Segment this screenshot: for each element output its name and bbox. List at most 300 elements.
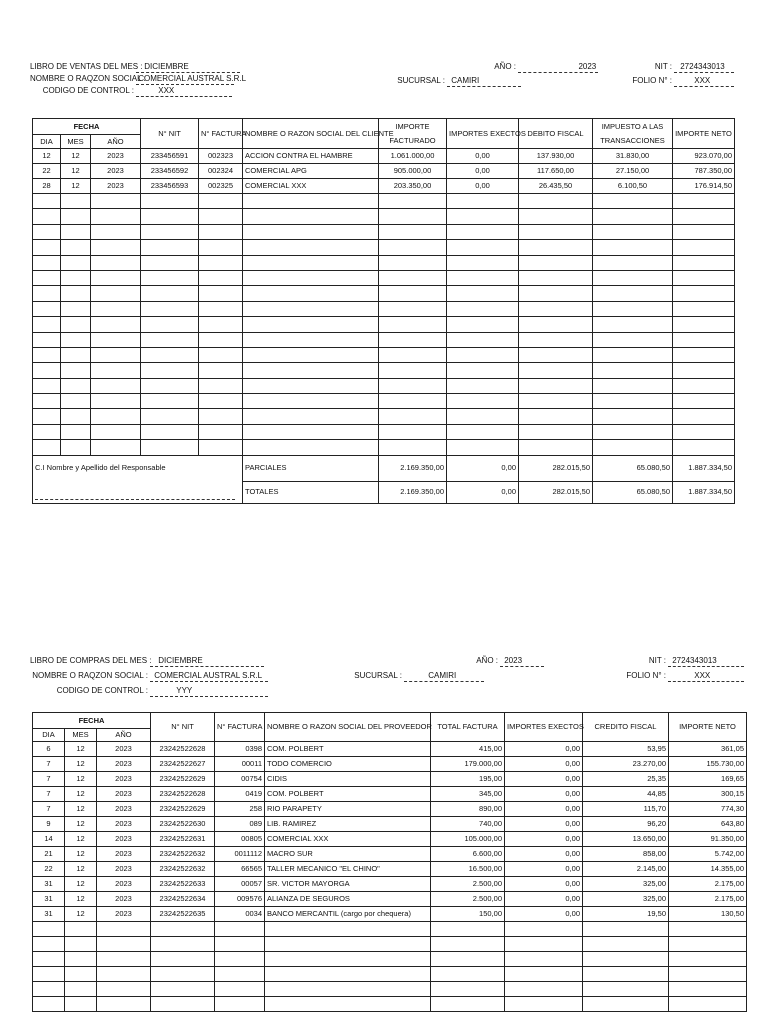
empty-cell xyxy=(91,347,141,362)
sales-dia-cell: 12 xyxy=(33,149,61,164)
purchases-dia-cell: 31 xyxy=(33,892,65,907)
empty-cell xyxy=(91,301,141,316)
empty-cell xyxy=(583,952,669,967)
purchases-nombre-cell: CIDIS xyxy=(265,772,431,787)
purchases-factura-cell: 00754 xyxy=(215,772,265,787)
purchases-nit-cell: 23242522631 xyxy=(151,832,215,847)
purchases-dia-cell: 14 xyxy=(33,832,65,847)
purchases-dia-cell: 21 xyxy=(33,847,65,862)
empty-cell xyxy=(673,424,735,439)
empty-cell xyxy=(141,209,199,224)
empty-cell xyxy=(505,967,583,982)
purchases-nombre-cell: SR. VICTOR MAYORGA xyxy=(265,877,431,892)
empty-cell xyxy=(61,317,91,332)
empty-cell xyxy=(505,982,583,997)
purchases-anio-cell: 2023 xyxy=(97,832,151,847)
purchases-anio-cell: 2023 xyxy=(97,877,151,892)
purchases-nombre-value: COMERCIAL AUSTRAL S.R.L xyxy=(150,671,268,682)
empty-cell xyxy=(265,982,431,997)
empty-cell xyxy=(593,409,673,424)
empty-cell xyxy=(447,332,519,347)
empty-cell xyxy=(379,409,447,424)
empty-row xyxy=(33,952,747,967)
table-row xyxy=(33,817,747,832)
empty-cell xyxy=(593,240,673,255)
empty-cell xyxy=(199,194,243,209)
purchases-mes-header: MES xyxy=(65,729,97,742)
empty-cell xyxy=(519,394,593,409)
empty-cell xyxy=(151,997,215,1012)
sales-mes-header: MES xyxy=(61,135,91,149)
empty-cell xyxy=(65,937,97,952)
purchases-anio-value: 2023 xyxy=(500,656,544,667)
purchases-total-cell: 16.500,00 xyxy=(431,862,505,877)
empty-cell xyxy=(519,317,593,332)
empty-cell xyxy=(265,997,431,1012)
purchases-sucursal-label: SUCURSAL : xyxy=(354,671,402,680)
empty-cell xyxy=(151,937,215,952)
empty-cell xyxy=(447,301,519,316)
sales-nit-header: N° NIT xyxy=(141,119,199,149)
empty-cell xyxy=(519,255,593,270)
empty-row xyxy=(33,378,735,393)
sales-totales-debito: 282.015,50 xyxy=(519,481,593,503)
empty-cell xyxy=(505,952,583,967)
empty-row xyxy=(33,394,735,409)
empty-row xyxy=(33,997,747,1012)
purchases-exentos-cell: 0,00 xyxy=(505,757,583,772)
empty-cell xyxy=(583,937,669,952)
empty-cell xyxy=(593,255,673,270)
empty-cell xyxy=(65,952,97,967)
purchases-credito-cell: 19,50 xyxy=(583,907,669,922)
empty-cell xyxy=(673,240,735,255)
table-row xyxy=(33,832,747,847)
empty-cell xyxy=(91,286,141,301)
purchases-neto-cell: 300,15 xyxy=(669,787,747,802)
empty-cell xyxy=(379,378,447,393)
purchases-codigo-label: CODIGO DE CONTROL : xyxy=(56,686,148,695)
purchases-mes-cell: 12 xyxy=(65,787,97,802)
purchases-nombre-cell: COM. POLBERT xyxy=(265,742,431,757)
purchases-nit-line xyxy=(600,656,744,667)
purchases-anio-cell: 2023 xyxy=(97,772,151,787)
purchases-nit-value: 2724343013 xyxy=(668,656,744,667)
empty-cell xyxy=(141,301,199,316)
empty-cell xyxy=(91,224,141,239)
empty-cell xyxy=(673,409,735,424)
empty-cell xyxy=(379,224,447,239)
empty-cell xyxy=(141,424,199,439)
purchases-factura-cell: 00057 xyxy=(215,877,265,892)
sales-totales-neto: 1.887.334,50 xyxy=(673,481,735,503)
empty-cell xyxy=(199,347,243,362)
purchases-total-cell: 890,00 xyxy=(431,802,505,817)
purchases-neto-cell: 2.175,00 xyxy=(669,877,747,892)
empty-cell xyxy=(61,240,91,255)
empty-cell xyxy=(519,424,593,439)
empty-cell xyxy=(593,194,673,209)
sales-blank-rows xyxy=(33,194,735,456)
purchases-neto-cell: 774,30 xyxy=(669,802,747,817)
purchases-table xyxy=(32,712,747,1012)
sales-anio-cell: 2023 xyxy=(91,164,141,179)
empty-cell xyxy=(61,363,91,378)
table-row xyxy=(33,892,747,907)
sales-nombre-label: NOMBRE O RAQZON SOCIAL : xyxy=(30,74,146,83)
empty-cell xyxy=(61,255,91,270)
purchases-nombre-cell: TALLER MECANICO "EL CHINO" xyxy=(265,862,431,877)
sales-parciales-exentos: 0,00 xyxy=(447,455,519,481)
empty-cell xyxy=(33,332,61,347)
empty-cell xyxy=(669,967,747,982)
purchases-anio-line xyxy=(452,656,544,667)
empty-cell xyxy=(379,347,447,362)
empty-cell xyxy=(583,982,669,997)
purchases-sucursal-value: CAMIRI xyxy=(404,671,484,682)
purchases-mes-cell: 12 xyxy=(65,877,97,892)
empty-cell xyxy=(91,424,141,439)
sales-importe-cell: 203.350,00 xyxy=(379,179,447,194)
empty-cell xyxy=(33,997,65,1012)
purchases-exentos-cell: 0,00 xyxy=(505,832,583,847)
purchases-nombre-header: NOMBRE O RAZON SOCIAL DEL PROVEEDOR xyxy=(265,713,431,742)
sales-factura-cell: 002323 xyxy=(199,149,243,164)
sales-nit-label: NIT : xyxy=(654,62,672,71)
purchases-credito-cell: 44,85 xyxy=(583,787,669,802)
purchases-factura-cell: 66565 xyxy=(215,862,265,877)
purchases-factura-cell: 009576 xyxy=(215,892,265,907)
empty-cell xyxy=(379,194,447,209)
empty-cell xyxy=(673,440,735,455)
purchases-exentos-header: IMPORTES EXECTOS xyxy=(505,713,583,742)
purchases-anio-cell: 2023 xyxy=(97,892,151,907)
purchases-neto-cell: 169,65 xyxy=(669,772,747,787)
sales-totales-impuesto: 65.080,50 xyxy=(593,481,673,503)
empty-cell xyxy=(151,952,215,967)
empty-cell xyxy=(199,255,243,270)
purchases-nombre-cell: ALIANZA DE SEGUROS xyxy=(265,892,431,907)
purchases-codigo-value: YYY xyxy=(150,686,268,697)
empty-row xyxy=(33,270,735,285)
sales-nit-value: 2724343013 xyxy=(674,62,734,73)
sales-importe-header-2: FACTURADO xyxy=(379,135,447,149)
sales-importe-header-1: IMPORTE xyxy=(379,119,447,135)
purchases-exentos-cell: 0,00 xyxy=(505,787,583,802)
sales-fecha-header: FECHA xyxy=(33,119,141,135)
purchases-mes-cell: 12 xyxy=(65,772,97,787)
purchases-nit-cell: 23242522628 xyxy=(151,742,215,757)
sales-mes-cell: 12 xyxy=(61,179,91,194)
empty-cell xyxy=(141,240,199,255)
empty-cell xyxy=(199,224,243,239)
empty-cell xyxy=(199,270,243,285)
empty-cell xyxy=(593,332,673,347)
purchases-libro-value: DICIEMBRE xyxy=(150,656,264,667)
empty-cell xyxy=(379,332,447,347)
purchases-nit-cell: 23242522630 xyxy=(151,817,215,832)
purchases-dia-cell: 7 xyxy=(33,787,65,802)
sales-impuesto-header-2: TRANSACCIONES xyxy=(593,135,673,149)
purchases-credito-cell: 858,00 xyxy=(583,847,669,862)
empty-cell xyxy=(33,224,61,239)
purchases-factura-cell: 258 xyxy=(215,802,265,817)
purchases-credito-cell: 115,70 xyxy=(583,802,669,817)
empty-cell xyxy=(65,967,97,982)
empty-cell xyxy=(431,952,505,967)
purchases-mes-cell: 12 xyxy=(65,907,97,922)
sales-impuesto-header-1: IMPUESTO A LAS xyxy=(593,119,673,135)
purchases-mes-cell: 12 xyxy=(65,847,97,862)
sales-libro-line xyxy=(30,62,240,73)
empty-cell xyxy=(519,440,593,455)
sales-debito-cell: 26.435,50 xyxy=(519,179,593,194)
purchases-exentos-cell: 0,00 xyxy=(505,877,583,892)
empty-cell xyxy=(61,286,91,301)
empty-cell xyxy=(519,224,593,239)
empty-cell xyxy=(431,982,505,997)
empty-cell xyxy=(61,332,91,347)
table-row xyxy=(33,164,735,179)
purchases-exentos-cell: 0,00 xyxy=(505,772,583,787)
empty-cell xyxy=(243,317,379,332)
empty-cell xyxy=(593,363,673,378)
empty-cell xyxy=(519,286,593,301)
sales-sucursal-line xyxy=(395,76,521,87)
purchases-dia-cell: 31 xyxy=(33,877,65,892)
sales-nombre-header: NOMBRE O RAZON SOCIAL DEL CLIENTE xyxy=(243,119,379,149)
empty-cell xyxy=(593,317,673,332)
empty-cell xyxy=(91,378,141,393)
purchases-exentos-cell: 0,00 xyxy=(505,802,583,817)
sales-mes-cell: 12 xyxy=(61,149,91,164)
sales-codigo-line xyxy=(30,86,232,97)
sales-factura-cell: 002324 xyxy=(199,164,243,179)
sales-nit-line xyxy=(610,62,734,73)
empty-cell xyxy=(97,982,151,997)
purchases-anio-cell: 2023 xyxy=(97,862,151,877)
purchases-total-cell: 150,00 xyxy=(431,907,505,922)
sales-exentos-cell: 0,00 xyxy=(447,179,519,194)
purchases-factura-header: N° FACTURA xyxy=(215,713,265,742)
sales-nombre-cell: COMERCIAL XXX xyxy=(243,179,379,194)
empty-cell xyxy=(33,270,61,285)
purchases-fecha-header: FECHA xyxy=(33,713,151,729)
sales-neto-cell: 923.070,00 xyxy=(673,149,735,164)
sales-codigo-value: XXX xyxy=(136,86,232,97)
empty-row xyxy=(33,240,735,255)
purchases-neto-header: IMPORTE NETO xyxy=(669,713,747,742)
purchases-credito-cell: 23.270,00 xyxy=(583,757,669,772)
empty-row xyxy=(33,347,735,362)
empty-cell xyxy=(593,286,673,301)
sales-totales-importe: 2.169.350,00 xyxy=(379,481,447,503)
sales-parciales-debito: 282.015,50 xyxy=(519,455,593,481)
empty-cell xyxy=(33,440,61,455)
table-row xyxy=(33,802,747,817)
purchases-neto-cell: 91.350,00 xyxy=(669,832,747,847)
purchases-nombre-cell: BANCO MERCANTIL (cargo por chequera) xyxy=(265,907,431,922)
purchases-credito-cell: 325,00 xyxy=(583,892,669,907)
empty-cell xyxy=(447,224,519,239)
purchases-neto-cell: 361,05 xyxy=(669,742,747,757)
empty-cell xyxy=(669,997,747,1012)
empty-cell xyxy=(33,394,61,409)
empty-cell xyxy=(243,440,379,455)
empty-cell xyxy=(519,301,593,316)
purchases-total-cell: 345,00 xyxy=(431,787,505,802)
purchases-anio-cell: 2023 xyxy=(97,847,151,862)
empty-cell xyxy=(33,937,65,952)
empty-cell xyxy=(61,394,91,409)
sales-parciales-neto: 1.887.334,50 xyxy=(673,455,735,481)
empty-cell xyxy=(91,440,141,455)
purchases-mes-cell: 12 xyxy=(65,802,97,817)
purchases-total-cell: 2.500,00 xyxy=(431,892,505,907)
purchases-anio-cell: 2023 xyxy=(97,787,151,802)
empty-cell xyxy=(33,378,61,393)
sales-anio-header: AÑO xyxy=(91,135,141,149)
purchases-nit-cell: 23242522634 xyxy=(151,892,215,907)
empty-row xyxy=(33,440,735,455)
purchases-factura-cell: 0034 xyxy=(215,907,265,922)
empty-cell xyxy=(141,440,199,455)
empty-cell xyxy=(243,194,379,209)
empty-cell xyxy=(97,952,151,967)
empty-row xyxy=(33,209,735,224)
empty-cell xyxy=(199,301,243,316)
empty-cell xyxy=(673,332,735,347)
purchases-exentos-cell: 0,00 xyxy=(505,817,583,832)
empty-cell xyxy=(673,224,735,239)
purchases-blank-rows xyxy=(33,922,747,1012)
purchases-neto-cell: 155.730,00 xyxy=(669,757,747,772)
empty-cell xyxy=(583,967,669,982)
empty-cell xyxy=(33,240,61,255)
empty-cell xyxy=(91,209,141,224)
empty-cell xyxy=(243,409,379,424)
empty-cell xyxy=(141,286,199,301)
empty-cell xyxy=(519,347,593,362)
empty-cell xyxy=(33,952,65,967)
empty-cell xyxy=(447,394,519,409)
purchases-anio-cell: 2023 xyxy=(97,817,151,832)
sales-factura-cell: 002325 xyxy=(199,179,243,194)
empty-row xyxy=(33,363,735,378)
empty-cell xyxy=(379,255,447,270)
empty-cell xyxy=(505,997,583,1012)
purchases-credito-cell: 53,95 xyxy=(583,742,669,757)
empty-cell xyxy=(379,209,447,224)
purchases-anio-cell: 2023 xyxy=(97,802,151,817)
purchases-nit-cell: 23242522632 xyxy=(151,862,215,877)
sales-impuesto-cell: 6.100,50 xyxy=(593,179,673,194)
sales-totales-exentos: 0,00 xyxy=(447,481,519,503)
sales-folio-label: FOLIO N° : xyxy=(632,76,672,85)
purchases-total-cell: 195,00 xyxy=(431,772,505,787)
empty-row xyxy=(33,194,735,209)
purchases-dia-cell: 6 xyxy=(33,742,65,757)
sales-dia-cell: 28 xyxy=(33,179,61,194)
empty-cell xyxy=(33,194,61,209)
empty-cell xyxy=(447,317,519,332)
purchases-nombre-cell: COM. POLBERT xyxy=(265,787,431,802)
empty-cell xyxy=(669,982,747,997)
empty-cell xyxy=(33,286,61,301)
empty-cell xyxy=(447,255,519,270)
empty-cell xyxy=(141,394,199,409)
empty-cell xyxy=(265,922,431,937)
purchases-nit-cell: 23242522635 xyxy=(151,907,215,922)
empty-cell xyxy=(151,967,215,982)
empty-cell xyxy=(447,409,519,424)
empty-cell xyxy=(141,317,199,332)
empty-row xyxy=(33,967,747,982)
empty-cell xyxy=(519,240,593,255)
empty-cell xyxy=(33,409,61,424)
empty-cell xyxy=(447,194,519,209)
empty-cell xyxy=(243,424,379,439)
purchases-folio-label: FOLIO N° : xyxy=(626,671,666,680)
signature-line xyxy=(35,491,235,500)
empty-row xyxy=(33,301,735,316)
purchases-dia-cell: 7 xyxy=(33,757,65,772)
purchases-dia-cell: 7 xyxy=(33,772,65,787)
purchases-nit-cell: 23242522633 xyxy=(151,877,215,892)
purchases-factura-cell: 0398 xyxy=(215,742,265,757)
purchases-factura-cell: 00805 xyxy=(215,832,265,847)
sales-libro-label: LIBRO DE VENTAS DEL MES : xyxy=(30,62,143,71)
purchases-neto-cell: 643,80 xyxy=(669,817,747,832)
sales-totales-row xyxy=(33,481,735,503)
empty-row xyxy=(33,286,735,301)
empty-cell xyxy=(91,317,141,332)
purchases-exentos-cell: 0,00 xyxy=(505,907,583,922)
empty-cell xyxy=(673,394,735,409)
purchases-nit-label: NIT : xyxy=(648,656,666,665)
table-row xyxy=(33,757,747,772)
sales-signature-cell xyxy=(33,481,243,503)
empty-row xyxy=(33,224,735,239)
empty-cell xyxy=(65,982,97,997)
empty-cell xyxy=(243,240,379,255)
purchases-table-body xyxy=(33,742,747,922)
empty-cell xyxy=(243,347,379,362)
purchases-nit-cell: 23242522628 xyxy=(151,787,215,802)
empty-cell xyxy=(519,363,593,378)
empty-cell xyxy=(243,394,379,409)
purchases-anio-label: AÑO : xyxy=(476,656,498,665)
sales-folio-value: XXX xyxy=(674,76,734,87)
empty-cell xyxy=(215,937,265,952)
purchases-total-cell: 6.600,00 xyxy=(431,847,505,862)
empty-cell xyxy=(33,363,61,378)
table-row xyxy=(33,847,747,862)
empty-cell xyxy=(379,394,447,409)
empty-cell xyxy=(199,409,243,424)
empty-cell xyxy=(447,270,519,285)
purchases-nombre-cell: LIB. RAMIREZ xyxy=(265,817,431,832)
table-row xyxy=(33,742,747,757)
empty-cell xyxy=(669,922,747,937)
empty-cell xyxy=(519,194,593,209)
empty-cell xyxy=(519,270,593,285)
purchases-nit-cell: 23242522629 xyxy=(151,772,215,787)
sales-nit-cell: 233456591 xyxy=(141,149,199,164)
empty-cell xyxy=(593,378,673,393)
empty-row xyxy=(33,424,735,439)
empty-cell xyxy=(673,286,735,301)
